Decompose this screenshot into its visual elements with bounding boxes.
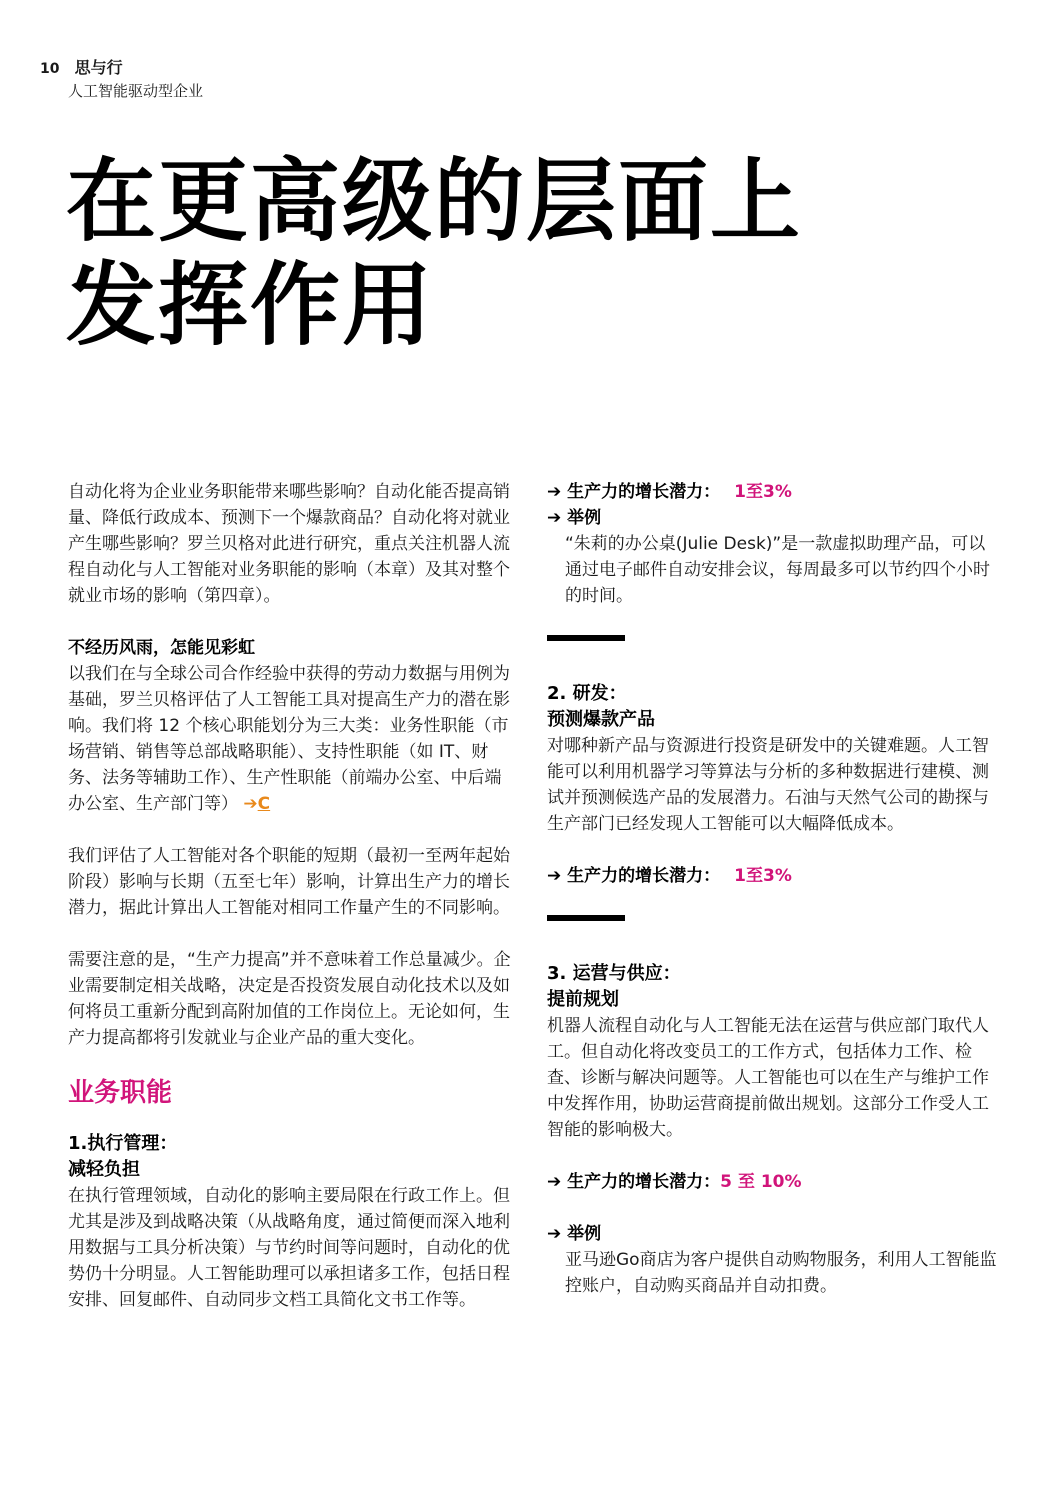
function-body: 在执行管理领域，自动化的影响主要局限在行政工作上。但尤其是涉及到战略决策（从战略角度，通过简便而深入地利用数据与工具分析决策）与节约时间等问题时，自动化的优势仍十分明显。人工智能助理可以承担诸多工作，包括日程安排、回复邮件、自动同步文档工具简化文书工作等。 [68,1186,510,1310]
reference-letter: C [257,794,271,814]
title-line-1: 在更高级的层面上 [66,149,802,254]
example-label: ➔ 举例 [547,1224,602,1244]
function-subtitle: 提前规划 [547,989,619,1010]
potential-label: ➔ 生产力的增长潜力： [547,1172,721,1192]
section-heading: 业务职能 [68,1078,173,1108]
section-name: 思与行 [74,58,123,77]
body-paragraph [68,661,518,817]
example-label: ➔ 举例 [547,508,602,528]
example-text: “朱莉的办公桌(Julie Desk)”是一款虚拟助理产品，可以通过电子邮件自动安排会议，每周最多可以节约四个小时的时间。 [565,534,990,606]
section-divider [547,915,625,921]
title-line-2: 发挥作用 [66,253,434,358]
page-title [66,150,966,358]
potential-value: 1至3% [734,866,792,886]
potential-label: ➔ 生产力的增长潜力： [547,482,721,502]
chart-reference-link[interactable] [243,794,270,814]
body-paragraph: 需要注意的是，“生产力提高”并不意味着工作总量减少。企业需要制定相关战略，决定是否投资发展自动化技术以及如何将员工重新分配到高附加值的工作岗位上。无论如何，生产力提高都将引发就业与企业产品的重大变化。 [68,950,511,1048]
function-subtitle: 预测爆款产品 [547,709,655,730]
body-paragraph: 我们评估了人工智能对各个职能的短期（最初一至两年起始阶段）影响与长期（五至七年）影响，计算出生产力的增长潜力，据此计算出人工智能对相同工作量产生的不同影响。 [68,846,510,918]
function-title: 2. 研发： [547,683,627,704]
section-divider [547,635,625,641]
left-column [68,479,518,1313]
paragraph-text: 以我们在与全球公司合作经验中获得的劳动力数据与用例为基础，罗兰贝格评估了人工智能工具对提高生产力的潜在影响。我们将 12 个核心职能划分为三大类：业务性职能（市场营销、销售等总部战略职能）、支持性职能（如 IT、财务、法务等辅助工作）、生产性职能（前端办公室、中后端办公室、生产部门等） [68,664,510,814]
intro-paragraph: 自动化将为企业业务职能带来哪些影响？自动化能否提高销量、降低行政成本、预测下一个爆款商品？自动化将对就业产生哪些影响？罗兰贝格对此进行研究，重点关注机器人流程自动化与人工智能对业务职能的影响（本章）及其对整个就业市场的影响（第四章）。 [68,482,510,606]
page-number: 10 [40,61,60,77]
function-title: 1.执行管理： [68,1133,178,1154]
subheading: 不经历风雨，怎能见彩虹 [68,638,255,658]
page-header [40,55,123,78]
publication-subtitle: 人工智能驱动型企业 [68,82,204,100]
example-text: 亚马逊Go商店为客户提供自动购物服务，利用人工智能监控账户，自动购买商品并自动扣费。 [565,1250,997,1296]
potential-value: 1至3% [734,482,792,502]
potential-label: ➔ 生产力的增长潜力： [547,866,721,886]
function-subtitle: 减轻负担 [68,1159,140,1180]
function-body: 对哪种新产品与资源进行投资是研发中的关键难题。人工智能可以利用机器学习等算法与分析的多种数据进行建模、测试并预测候选产品的发展潜力。石油与天然气公司的勘探与生产部门已经发现人工智能可以大幅降低成本。 [547,736,989,834]
function-title: 3. 运营与供应： [547,963,681,984]
function-body: 机器人流程自动化与人工智能无法在运营与供应部门取代人工。但自动化将改变员工的工作方式，包括体力工作、检查、诊断与解决问题等。人工智能也可以在生产与维护工作中发挥作用，协助运营商提前做出规划。这部分工作受人工智能的影响极大。 [547,1016,989,1140]
arrow-icon: ➔ [243,794,258,814]
right-column [547,479,997,1299]
productivity-potential [547,1169,997,1195]
productivity-potential [547,863,997,889]
potential-value: 5 至 10% [720,1172,802,1192]
productivity-potential [547,479,997,505]
